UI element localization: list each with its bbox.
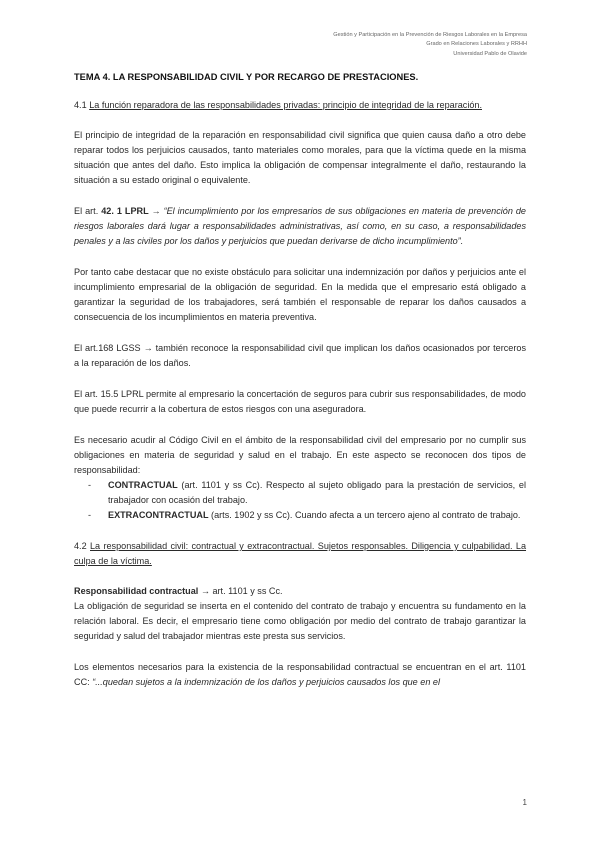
list-item-term: CONTRACTUAL <box>108 480 178 490</box>
paragraph-civil-code: Es necesario acudir al Código Civil en el ámbito de la responsabilidad civil del empresario por no cumplir sus obligaciones en materia de seguridad y salud en el trabajo. En este aspecto se reconocen dos tipos de responsabilidad: <box>74 435 526 475</box>
document-header <box>333 31 527 59</box>
list-dash: - <box>88 480 92 490</box>
paragraph-art-15-5-lprl: El art. 15.5 LPRL permite al empresario la concertación de seguros para cubrir sus responsabilidades, de modo que puede recurrir a la cobertura de estos riesgos con una aseguradora. <box>74 389 526 414</box>
section-4-1-heading <box>74 98 526 113</box>
paragraph-art-168-lgss: El art.168 LGSS → también reconoce la responsabilidad civil que implican los daños ocasionados por terceros a la reparación de los daños. <box>74 343 526 368</box>
page-number: 1 <box>522 798 527 807</box>
section-number: 4.2 <box>74 541 87 551</box>
paragraph-indemnification: Por tanto cabe destacar que no existe obstáculo para solicitar una indemnización por daños y perjuicios ante el incumplimiento empresarial de la obligación de seguridad. En la medida que el empresario está obligado a garantizar la seguridad de los trabajadores, será también el responsable de reparar los daños causados a consecuencia de los incumplimientos en materia preventiva. <box>74 267 526 322</box>
header-degree: Grado en Relaciones Laborales y RRHH <box>426 41 527 48</box>
page-title: TEMA 4. LA RESPONSABILIDAD CIVIL Y POR RECARGO DE PRESTACIONES. <box>74 72 419 82</box>
elements-quote: “...quedan sujetos a la indemnización de los daños y perjuicios causados los que en el <box>92 677 440 687</box>
section-number: 4.1 <box>74 100 87 110</box>
list-item <box>74 508 526 523</box>
header-university: Universidad Pablo de Olavide <box>453 50 527 57</box>
contractual-responsibility-heading <box>74 584 526 599</box>
paragraph-safety-obligation: La obligación de seguridad se inserta en el contenido del contrato de trabajo y encuentra su fundamento en la relación laboral. Es decir, el empresario tiene como obligación por medio del contrato de trabajo garantizar la seguridad y salud del trabajador mientras este presta sus servicios. <box>74 601 526 641</box>
section-title: La función reparadora de las responsabilidades privadas: principio de integridad de la reparación. <box>89 100 482 110</box>
section-4-2-heading <box>74 539 526 569</box>
art-quote: “El incumplimiento por los empresarios de sus obligaciones en materia de prevención de riesgos laborales dará lugar a responsabilidades administrativas, así como, en su caso, a responsabilidades penales y a las civiles por los daños y perjuicios que puedan derivarse de dicho incumplimiento”. <box>74 206 526 246</box>
list-dash: - <box>88 510 92 520</box>
art-reference: 42. 1 LPRL → <box>101 206 161 216</box>
list-item-term: EXTRACONTRACTUAL <box>108 510 209 520</box>
header-course: Gestión y Participación en la Prevención de Riesgos Laborales en la Empresa <box>333 32 527 38</box>
list-item-text: (art. 1101 y ss Cc). Respecto al sujeto obligado para la prestación de servicios, el trabajador con ocasión del trabajo. <box>108 480 526 505</box>
paragraph-contractual-elements <box>74 660 526 690</box>
page-content <box>74 70 526 690</box>
responsibility-types-list <box>74 478 526 523</box>
subheading-term: Responsabilidad contractual <box>74 586 199 596</box>
subheading-reference: art. 1101 y ss Cc. <box>212 586 283 596</box>
paragraph-art-42-lprl <box>74 204 526 249</box>
section-title: La responsabilidad civil: contractual y extracontractual. Sujetos responsables. Diligencia y culpabilidad. La culpa de la víctima. <box>74 541 527 566</box>
subheading-arrow: → <box>198 586 213 596</box>
list-item <box>74 478 526 508</box>
list-item-text: (arts. 1902 y ss Cc). Cuando afecta a un tercero ajeno al contrato de trabajo. <box>208 510 521 520</box>
paragraph-integrity-principle: El principio de integridad de la reparación en responsabilidad civil significa que quien causa daño a otro debe reparar todos los perjuicios causados, tanto materiales como morales, para que la víctima quede en la misma situación que antes del daño. Esto implica la obligación de compensar integralmente el daño, restaurando la situación a su estado original o equivalente. <box>74 130 526 185</box>
art-lead: El art. <box>74 206 99 216</box>
elements-text: Los elementos necesarios para la existencia de la responsabilidad contractual se encuentran en el art. 1101 CC: <box>74 662 526 687</box>
